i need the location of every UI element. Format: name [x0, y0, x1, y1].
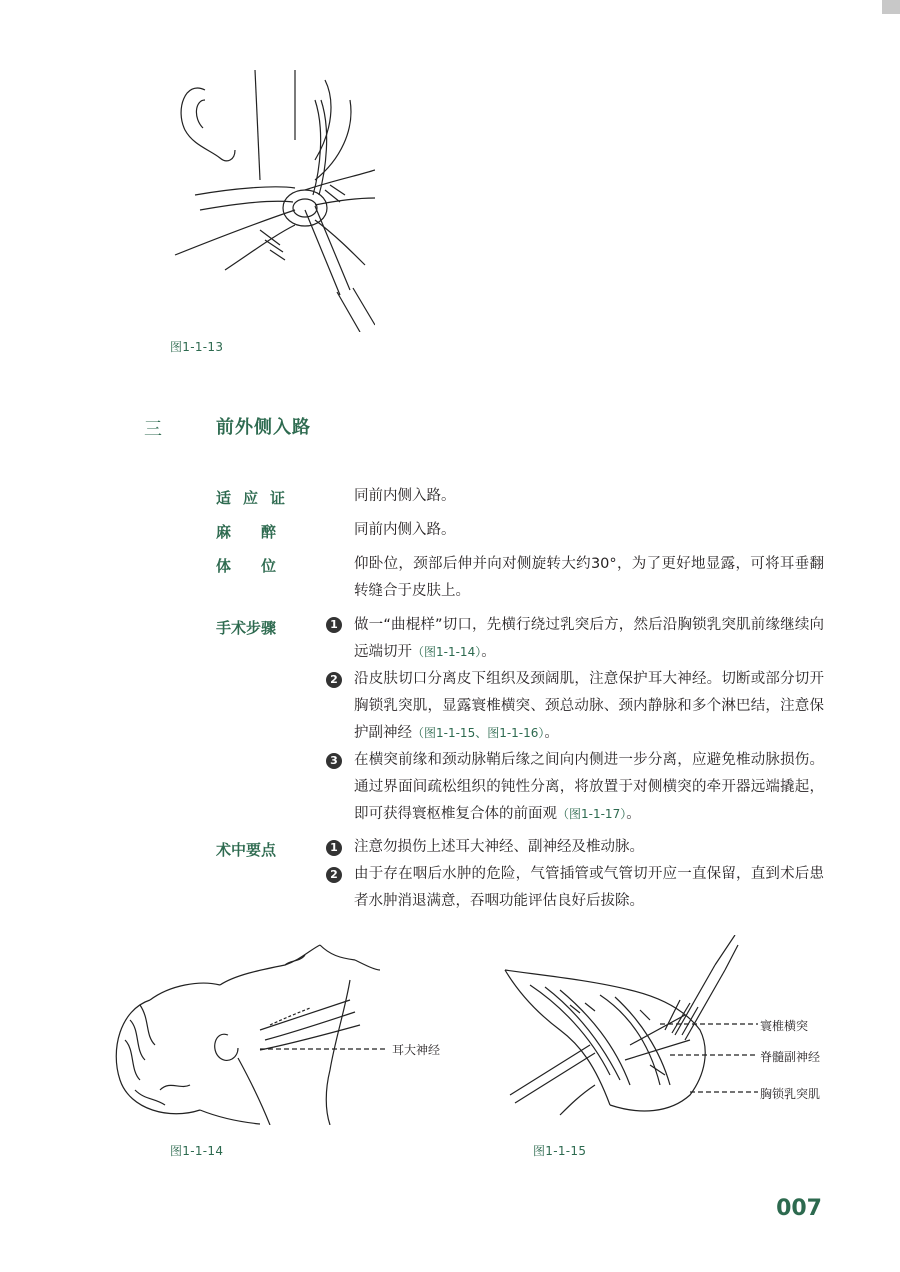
position-text: 仰卧位，颈部后伸并向对侧旋转大约30°，为了更好地显露，可将耳垂翻转缝合于皮肤上。: [354, 556, 824, 599]
step-2-ref: （图1-1-15、图1-1-16）: [412, 726, 545, 740]
figure-14-illustration: [110, 940, 380, 1125]
indication-text: 同前内侧入路。: [354, 488, 456, 504]
step-2-text: 沿皮肤切口分离皮下组织及颈阔肌，注意保护耳大神经。切断或部分切开胸锁乳突肌，显露寰椎横突、颈总动脉、颈内静脉和多个淋巴结，注意保护副神经（图1-1-15、图1-1-16）。: [354, 671, 824, 741]
key-point-2-text: 由于存在咽后水肿的危险，气管插管或气管切开应一直保留，直到术后患者水肿消退满意，吞咽功能评估良好后拔除。: [354, 866, 824, 909]
figure-14-label-great-auricular-nerve: 耳大神经: [392, 1043, 441, 1057]
figure-15-leader-lines: [660, 1015, 760, 1105]
anesthesia-label: 麻醉: [216, 523, 307, 541]
anesthesia-text: 同前内侧入路。: [354, 522, 456, 538]
key-points-label: 术中要点: [216, 841, 277, 859]
step-3-bullet: 3: [326, 753, 342, 769]
steps-label: 手术步骤: [216, 619, 277, 637]
figure-15-label-spinal-accessory-nerve: 脊髓副神经: [760, 1050, 821, 1064]
step-3-ref: （图1-1-17）: [557, 807, 627, 821]
corner-mark: [882, 0, 900, 14]
section-title: 前外侧入路: [216, 417, 311, 438]
step-2-bullet: 2: [326, 672, 342, 688]
position-label: 体位: [216, 557, 307, 575]
indication-label: 适应证: [216, 489, 298, 507]
key-point-1-bullet: 1: [326, 840, 342, 856]
figure-15-label-atlas-transverse-process: 寰椎横突: [760, 1019, 809, 1033]
section-number: 三: [144, 419, 162, 440]
figure-13-caption: 图1-1-13: [170, 340, 224, 354]
key-point-2-bullet: 2: [326, 867, 342, 883]
figure-13-illustration: [165, 70, 375, 332]
key-point-1-text: 注意勿损伤上述耳大神经、副神经及椎动脉。: [354, 839, 644, 855]
step-1-bullet: 1: [326, 617, 342, 633]
figure-14-caption: 图1-1-14: [170, 1144, 224, 1158]
step-1-text: 做一“曲棍样”切口，先横行绕过乳突后方，然后沿胸锁乳突肌前缘继续向远端切开（图1-1-14）。: [354, 617, 824, 660]
page-number: 007: [776, 1196, 822, 1221]
figure-15-label-sternocleidomastoid: 胸锁乳突肌: [760, 1087, 821, 1101]
figure-15-caption: 图1-1-15: [533, 1144, 587, 1158]
figure-14-leader-line: [260, 1040, 390, 1060]
step-3-text: 在横突前缘和颈动脉鞘后缘之间向内侧进一步分离，应避免椎动脉损伤。通过界面间疏松组织的钝性分离，将放置于对侧横突的牵开器远端撬起，即可获得寰枢椎复合体的前面观（图1-1-17）。: [354, 752, 824, 822]
step-1-ref: （图1-1-14）: [412, 645, 482, 659]
